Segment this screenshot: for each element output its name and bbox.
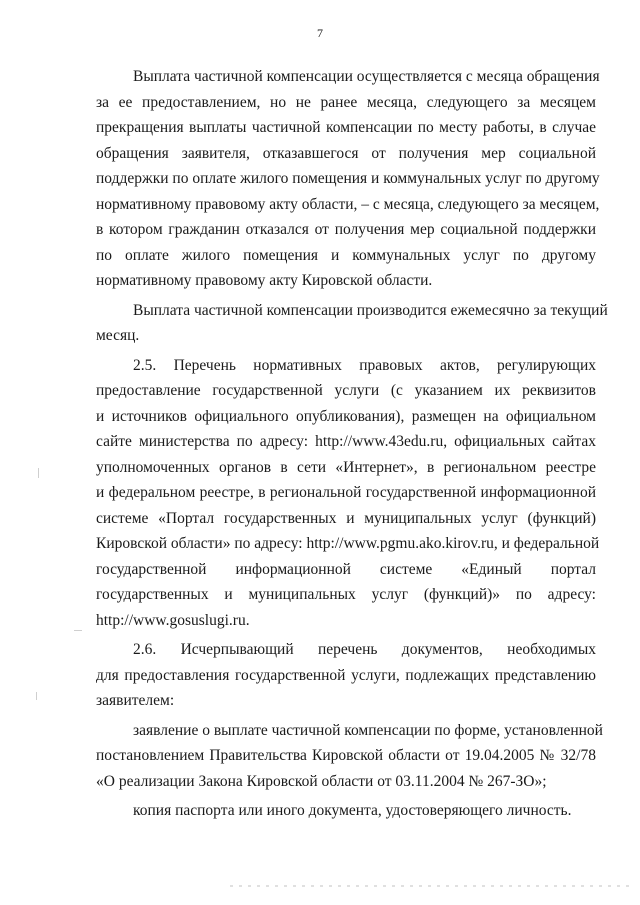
text-line: заявление о выплате частичной компенсации по форме, установленной [133,721,603,739]
paragraph-monthly-payment [96,298,608,349]
text-line: http://www.gosuslugi.ru. [96,611,250,629]
text-line: государственных и муниципальных услуг (функций)» по адресу: [96,586,596,603]
text-line: уполномоченных органов в сети «Интернет», в региональном реестре [96,458,596,476]
text-line: месяц. [96,327,140,344]
text-line: копия паспорта или иного документа, удостоверяющего личность. [133,802,572,819]
paragraph-section-2-6 [96,637,596,714]
text-line: по оплате жилого помещения и коммунальных услуг по другому [96,246,596,264]
text-line: нормативному правовому акту области, – с месяца, следующего за месяцем, [96,195,600,213]
scan-mark [74,630,82,631]
text-line: нормативному правовому акту Кировской области. [96,272,433,289]
text-line: заявителем: [96,692,175,709]
text-line: предоставление государственной услуги (с указанием их реквизитов [96,382,596,399]
page-number: 7 [317,26,323,40]
scan-mark [36,692,37,700]
text-line: Кировской области» по адресу: http://www.pgmu.ako.kirov.ru, и федеральной [96,535,600,552]
text-line: постановлением Правительства Кировской области от 19.04.2005 № 32/78 [96,747,596,764]
text-line: для предоставления государственной услуги, подлежащих представлению [96,666,596,684]
text-line: Выплата частичной компенсации производится ежемесячно за текущий [133,301,608,319]
text-line: поддержки по оплате жилого помещения и коммунальных услуг по другому [96,170,600,187]
paragraph-application-form [96,718,603,795]
paragraph-passport-copy [96,798,596,824]
scan-mark [38,468,39,478]
text-line: «О реализации Закона Кировской области от 03.11.2004 № 267-ЗО»; [96,772,547,790]
text-line: Выплата частичной компенсации осуществляется с месяца обращения [133,68,600,85]
text-line: системе «Портал государственных и муниципальных услуг (функций) [96,509,596,527]
text-line: и источников официального опубликования), размещен на официальном [96,407,596,425]
text-line: за ее предоставлением, но не ранее месяца, следующего за месяцем [96,93,596,111]
text-line: 2.6. Исчерпывающий перечень документов, необходимых [133,641,596,658]
text-line: и федеральном реестре, в региональной государственной информационной [96,484,596,501]
document-body [96,64,608,824]
paragraph-section-2-5 [96,353,600,634]
text-line: 2.5. Перечень нормативных правовых актов, регулирующих [133,356,596,374]
text-line: в котором гражданин отказался от получения мер социальной поддержки [96,221,596,238]
text-line: обращения заявителя, отказавшегося от получения мер социальной [96,144,596,162]
text-line: прекращения выплаты частичной компенсации по месту работы, в случае [96,119,596,136]
paragraph-compensation-start [96,64,600,294]
text-line: государственной информационной системе «Единый портал [96,560,596,578]
text-line: сайте министерства по адресу: http://www.43edu.ru, официальных сайтах [96,433,596,450]
scan-noise [230,885,630,887]
